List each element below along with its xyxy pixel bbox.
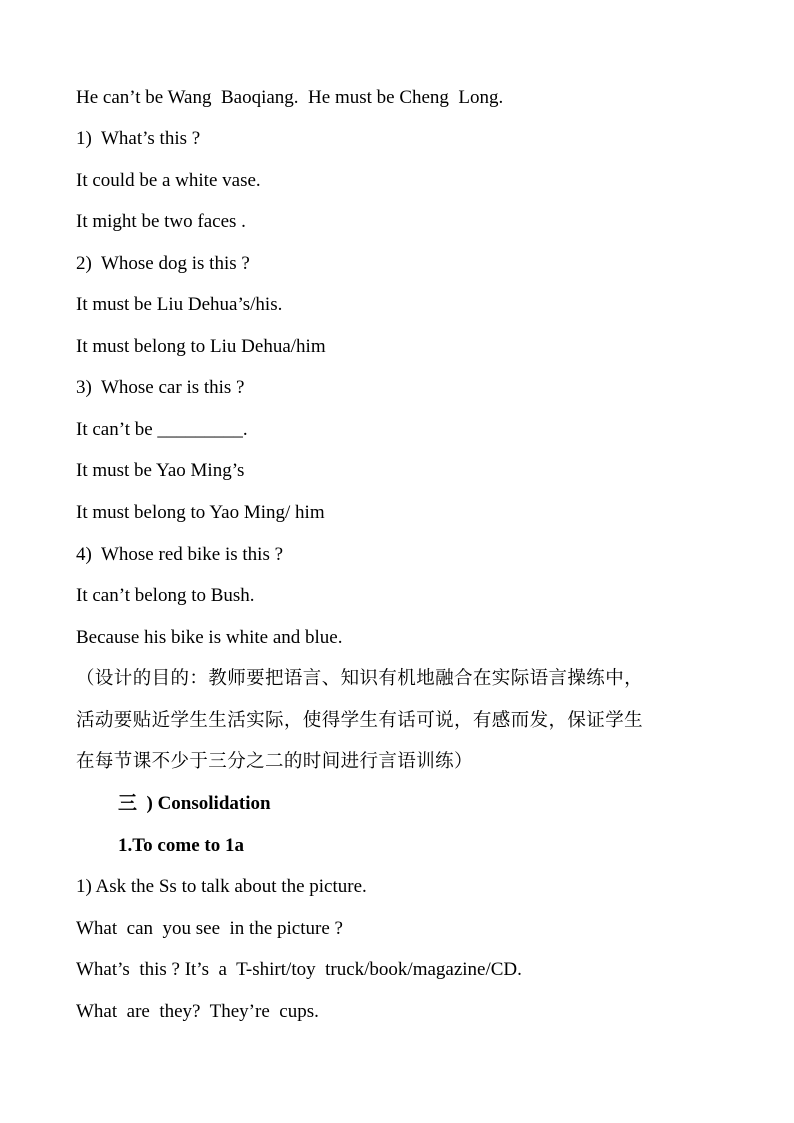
design-purpose-note-line-3: 在每节课不少于三分之二的时间进行言语训练）: [76, 751, 473, 772]
text-line-7: It must belong to Liu Dehua/him: [76, 336, 326, 357]
text-line-11: It must belong to Yao Ming/ him: [76, 502, 325, 523]
section-heading-consolidation: 三 ) Consolidation: [118, 793, 271, 814]
design-purpose-note-line-2: 活动要贴近学生生活实际，使得学生有话可说，有感而发，保证学生: [76, 710, 644, 731]
text-line-9: It can’t be _________.: [76, 419, 248, 440]
subsection-heading: 1.To come to 1a: [118, 835, 244, 856]
text-line-3: It could be a white vase.: [76, 170, 261, 191]
text-line-21: What can you see in the picture ?: [76, 918, 343, 939]
text-line-12: 4) Whose red bike is this ?: [76, 544, 284, 565]
text-line-20: 1) Ask the Ss to talk about the picture.: [76, 876, 367, 897]
text-line-8: 3) Whose car is this ?: [76, 377, 245, 398]
text-line-22: What’s this ? It’s a T-shirt/toy truck/book/magazine/CD.: [76, 959, 522, 980]
text-line-6: It must be Liu Dehua’s/his.: [76, 294, 283, 315]
text-line-14: Because his bike is white and blue.: [76, 627, 343, 648]
text-line-4: It might be two faces .: [76, 211, 246, 232]
text-line-1: He can’t be Wang Baoqiang. He must be Cheng Long.: [76, 87, 504, 108]
text-line-23: What are they? They’re cups.: [76, 1001, 319, 1022]
design-purpose-note-line-1: （设计的目的：教师要把语言、知识有机地融合在实际语言操练中，: [76, 668, 644, 689]
text-line-13: It can’t belong to Bush.: [76, 585, 255, 606]
text-line-5: 2) Whose dog is this ?: [76, 253, 250, 274]
text-line-10: It must be Yao Ming’s: [76, 460, 245, 481]
text-line-2: 1) What’s this ?: [76, 128, 201, 149]
